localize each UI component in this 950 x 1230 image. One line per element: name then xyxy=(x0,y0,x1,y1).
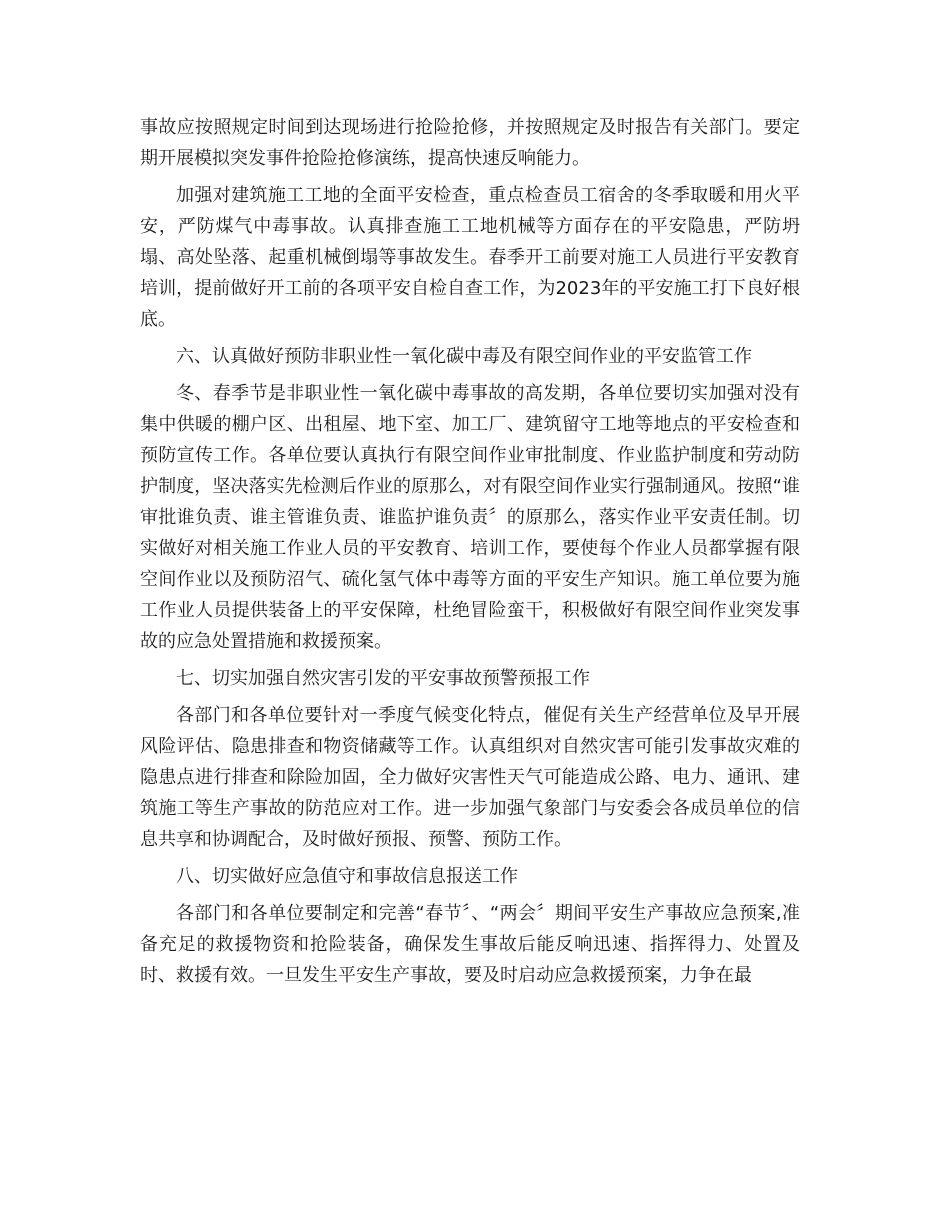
section-heading-seven: 七、切实加强自然灾害引发的平安事故预警预报工作 xyxy=(176,668,590,689)
paragraph-construction-site-safety: 加强对建筑施工工地的全面平安检查，重点检查员工宿舍的冬季取暖和用火平安，严防煤气中毒事故。认真排查施工工地机械等方面存在的平安隐患，严防坍塌、高处坠落、起重机械倒塌等事故发生。春季开工前要对施工人员进行平安教育培训，提前做好开工前的各项平安自检自查工作，为2023年的平安施工打下良好根底。 xyxy=(140,185,800,330)
paragraph-natural-disaster-warning: 各部门和各单位要针对一季度气候变化特点，催促有关生产经营单位及早开展风险评估、隐患排查和物资储藏等工作。认真组织对自然灾害可能引发事故灾难的隐患点进行排查和除险加固，全力做好灾害性天气可能造成公路、电力、通讯、建筑施工等生产事故的防范应对工作。进一步加强气象部门与安委会各成员单位的信息共享和协调配合，及时做好预报、预警、预防工作。 xyxy=(140,705,800,850)
section-heading-six: 六、认真做好预防非职业性一氧化碳中毒及有限空间作业的平安监管工作 xyxy=(176,346,752,367)
section-heading-eight: 八、切实做好应急值守和事故信息报送工作 xyxy=(176,866,518,887)
document-body xyxy=(140,112,800,997)
paragraph-emergency-duty: 各部门和各单位要制定和完善“春节〞、“两会〞期间平安生产事故应急预案,准备充足的救援物资和抢险装备，确保发生事故后能反响迅速、指挥得力、处置及时、救援有效。一旦发生平安生产事故，要及时启动应急救援预案，力争在最 xyxy=(140,903,800,986)
paragraph-carbon-monoxide-prevention: 冬、春季节是非职业性一氧化碳中毒事故的高发期，各单位要切实加强对没有集中供暖的棚户区、出租屋、地下室、加工厂、建筑留守工地等地点的平安检查和预防宣传工作。各单位要认真执行有限空间作业审批制度、作业监护制度和劳动防护制度，坚决落实先检测后作业的原那么，对有限空间作业实行强制通风。按照“谁审批谁负责、谁主管谁负责、谁监护谁负责〞的原那么，落实作业平安责任制。切实做好对相关施工作业人员的平安教育、培训工作，要使每个作业人员都掌握有限空间作业以及预防沼气、硫化氢气体中毒等方面的平安生产知识。施工单位要为施工作业人员提供装备上的平安保障，杜绝冒险蛮干，积极做好有限空间作业突发事故的应急处置措施和救援预案。 xyxy=(140,383,800,652)
paragraph-continuation: 事故应按照规定时间到达现场进行抢险抢修，并按照规定及时报告有关部门。要定期开展模拟突发事件抢险抢修演练，提高快速反响能力。 xyxy=(140,117,800,169)
